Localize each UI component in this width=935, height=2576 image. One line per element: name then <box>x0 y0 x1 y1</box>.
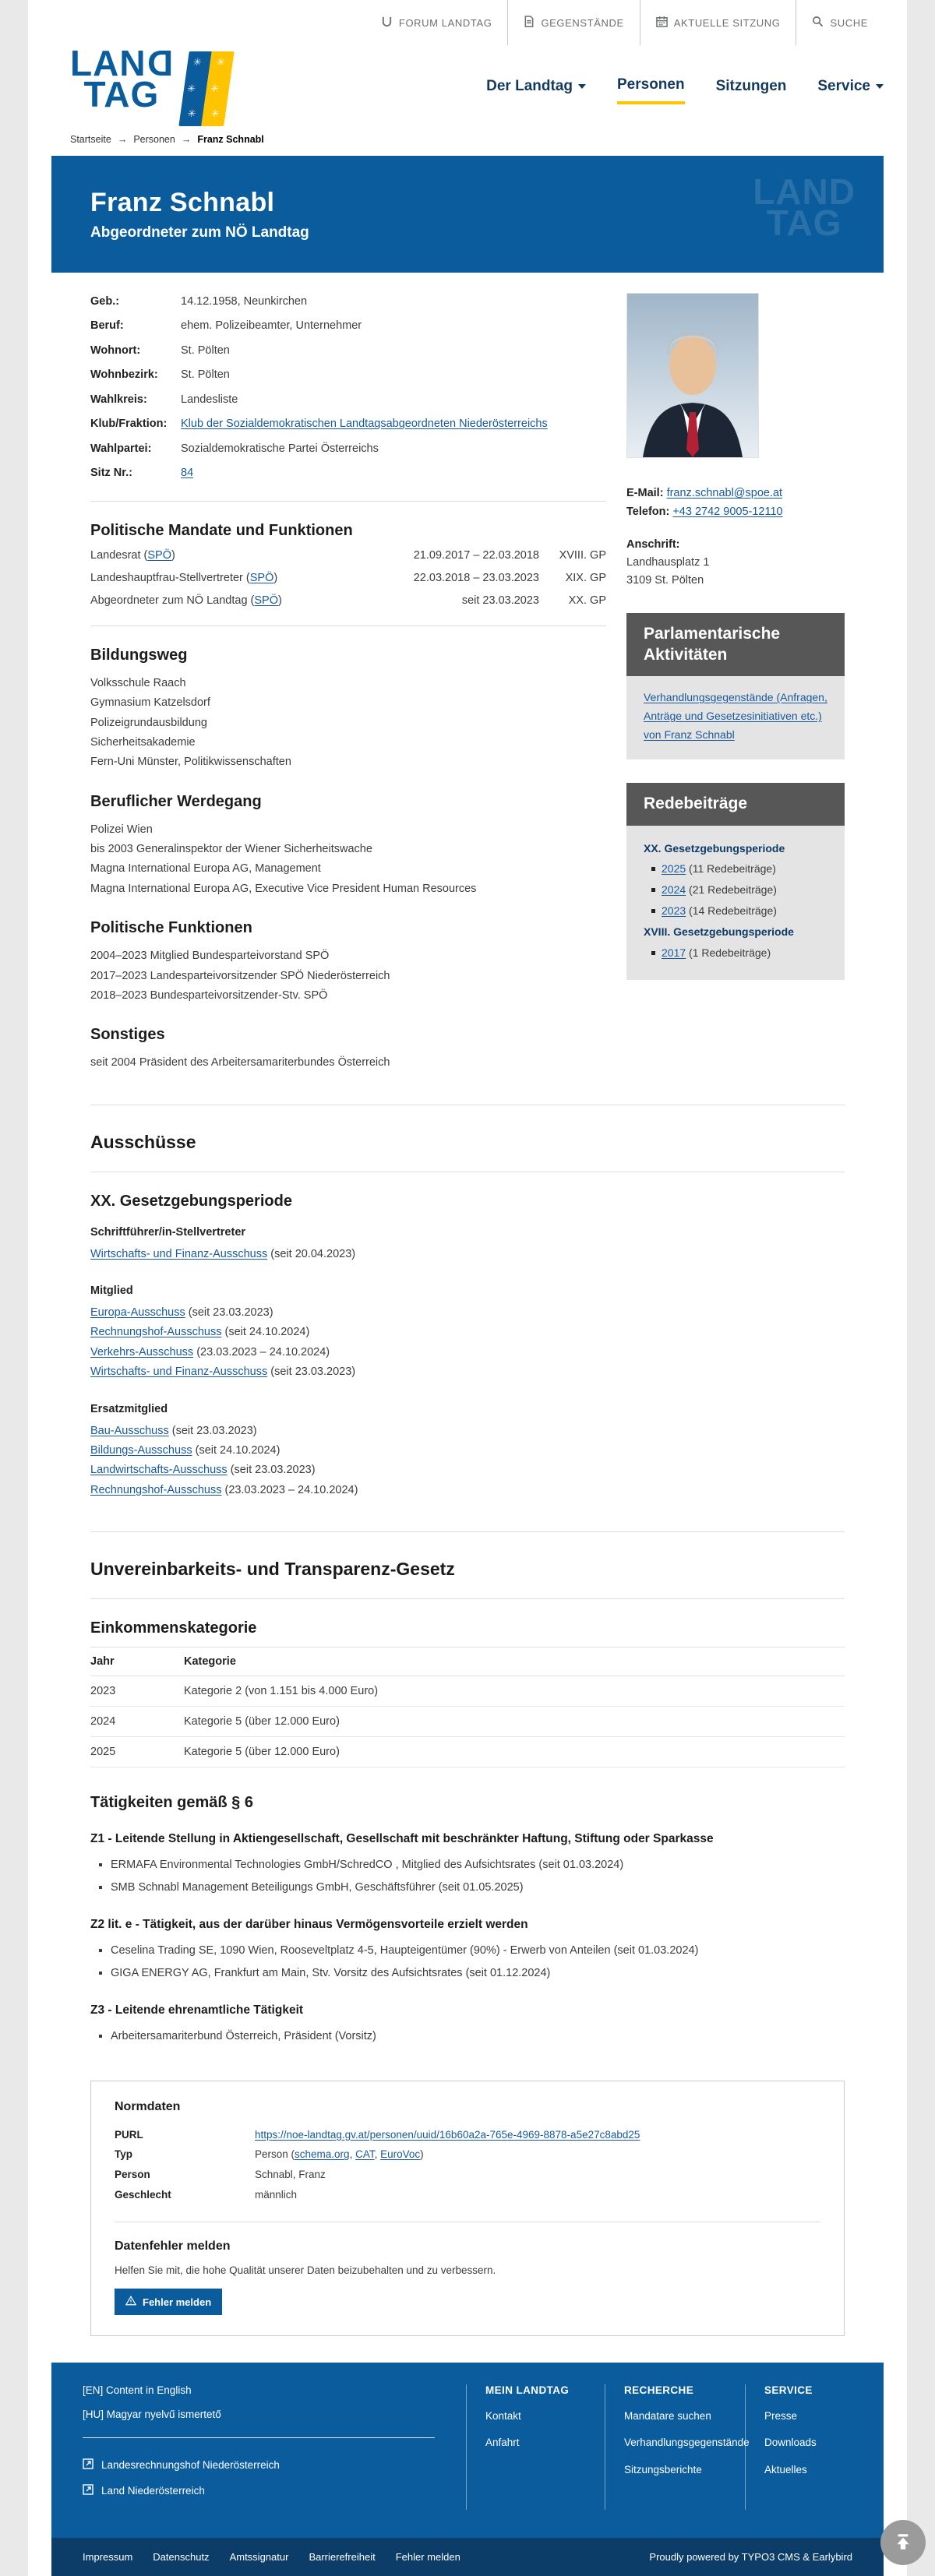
committee-role: Mitglied <box>90 1284 133 1297</box>
utility-link-label: AKTUELLE SITZUNG <box>673 16 781 29</box>
list-item: ▪ GIGA ENERGY AG, Frankfurt am Main, Stv. Vorsitz des Aufsichtsrates (seit 01.12.2024) <box>111 1964 845 1983</box>
eurovoc-link[interactable]: EuroVoc <box>380 2148 421 2161</box>
utility-link-label: GEGENSTÄNDE <box>541 16 624 29</box>
footer-bottom-bar <box>51 2538 884 2576</box>
sidebar <box>626 293 845 1073</box>
income-col-kategorie: Kategorie <box>184 1647 845 1676</box>
footer-link-barrierefreiheit[interactable]: Barrierefreiheit <box>309 2551 376 2564</box>
main-nav <box>486 76 884 104</box>
speeches-box <box>626 783 845 980</box>
box-title: Parlamentarische Aktivitäten <box>626 613 845 676</box>
external-link-icon <box>83 2458 94 2472</box>
normdaten-purl-row: PURL https://noe-landtag.gv.at/personen/uuid/16b60a2a-765e-4969-8878-a5e27c8abd25 <box>115 2128 640 2141</box>
footer-col-mein-landtag: MEIN LANDTAG Kontakt Anfahrt <box>466 2384 605 2510</box>
utility-link-label: FORUM LANDTAG <box>398 16 492 29</box>
lang-link-hu[interactable]: [HU] Magyar nyelvű ismertető <box>83 2409 221 2421</box>
speech-year-link[interactable]: 2017 <box>662 946 686 959</box>
page-title: Franz Schnabl <box>90 187 275 217</box>
footer-link-datenschutz[interactable]: Datenschutz <box>153 2551 210 2564</box>
normdaten-typ-row: Typ Person (schema.org, CAT, EuroVoc) <box>115 2148 424 2161</box>
speech-year-item: 2025 (11 Redebeiträge) <box>644 860 827 879</box>
portrait-photo <box>626 293 759 458</box>
committee-item: Bau-Ausschuss (seit 23.03.2023) <box>90 1424 257 1437</box>
committee-item: Landwirtschafts-Ausschuss (seit 23.03.2023) <box>90 1464 316 1477</box>
report-title: Datenfehler melden <box>115 2239 231 2254</box>
detail-row-wahlkreis: Wahlkreis: Landesliste <box>90 393 238 406</box>
committee-item: Bildungs-Ausschuss (seit 24.10.2024) <box>90 1443 280 1457</box>
sonstiges-list: seit 2004 Präsident des Arbeitersamariterbundes Österreich <box>90 1056 390 1070</box>
person-details <box>90 293 606 482</box>
schema-org-link[interactable]: schema.org <box>295 2148 350 2161</box>
utility-link-forum[interactable] <box>365 0 508 45</box>
footer-link-anfahrt[interactable]: Anfahrt <box>485 2437 520 2449</box>
footer-col-recherche: RECHERCHE Mandatare suchen Verhandlungsgegenstände Sitzungsberichte <box>605 2384 745 2510</box>
breadcrumb <box>51 126 884 156</box>
arrow-up-icon <box>893 2532 913 2554</box>
legal-links <box>83 2551 460 2563</box>
breadcrumb-arrow: → <box>117 134 128 145</box>
bullet-icon <box>651 909 655 913</box>
external-link-rechnungshof[interactable]: Landesrechnungshof Niederösterreich <box>83 2458 435 2472</box>
verhandlungsgegenstaende-link[interactable]: Verhandlungsgegenstände (Anfragen, Anträge und Gesetzesinitiativen etc.) von Franz Schnabl <box>644 690 827 741</box>
nav-sitzungen[interactable]: Sitzungen <box>715 78 787 94</box>
committee-link[interactable]: Rechnungshof-Ausschuss <box>90 1483 222 1496</box>
scroll-to-top-button[interactable] <box>880 2520 926 2565</box>
phone-row: Telefon: +43 2742 9005-12110 <box>626 505 783 518</box>
speech-year-link[interactable]: 2023 <box>662 904 686 917</box>
committee-link[interactable]: Rechnungshof-Ausschuss <box>90 1326 222 1339</box>
footer-link-mandatare[interactable]: Mandatare suchen <box>624 2410 711 2423</box>
footer-link-presse[interactable]: Presse <box>764 2410 798 2423</box>
income-title: Einkommenskategorie <box>90 1619 257 1637</box>
committee-item: Verkehrs-Ausschuss (23.03.2023 – 24.10.2024) <box>90 1345 330 1358</box>
hero-banner <box>51 156 884 273</box>
bildungsweg-title: Bildungsweg <box>90 646 188 664</box>
purl-link[interactable]: https://noe-landtag.gv.at/personen/uuid/16b60a2a-765e-4969-8878-a5e27c8abd25 <box>255 2128 640 2141</box>
committee-item: Wirtschafts- und Finanz-Ausschuss (seit 20.04.2023) <box>90 1247 356 1260</box>
breadcrumb-home[interactable]: Startseite <box>70 134 111 145</box>
breadcrumb-personen[interactable]: Personen <box>133 134 175 145</box>
contact-block <box>626 485 845 590</box>
transparency-title: Unvereinbarkeits- und Transparenz-Gesetz <box>90 1559 455 1579</box>
box-title: Redebeiträge <box>626 783 845 825</box>
normdaten-box <box>90 2081 845 2337</box>
z3-list <box>111 2027 845 2046</box>
phone-link[interactable]: +43 2742 9005-12110 <box>672 505 783 518</box>
detail-row-sitz: Sitz Nr.: 84 <box>90 467 194 480</box>
committee-link[interactable]: Bildungs-Ausschuss <box>90 1443 192 1457</box>
committee-role: Ersatzmitglied <box>90 1402 168 1415</box>
bullet-icon <box>651 888 655 892</box>
footer-col-service: SERVICE Presse Downloads Aktuelles <box>745 2384 884 2510</box>
klub-link[interactable]: Klub der Sozialdemokratischen Landtagsabgeordneten Niederösterreichs <box>181 418 548 431</box>
utility-link-suche[interactable] <box>796 0 884 45</box>
divider <box>90 1598 845 1599</box>
table-row: 2025 Kategorie 5 (über 12.000 Euro) <box>90 1737 845 1767</box>
detail-row-geb: Geb.: 14.12.1958, Neunkirchen <box>90 295 308 308</box>
divider <box>90 1531 845 1532</box>
detail-row-wohnort: Wohnort: St. Pölten <box>90 344 230 357</box>
footer-divider <box>83 2437 435 2438</box>
chevron-down-icon <box>876 84 884 89</box>
sonstiges-title: Sonstiges <box>90 1026 165 1044</box>
footer-link-verhandlungsgegenstaende[interactable]: Verhandlungsgegenstände <box>624 2437 750 2449</box>
mandate-row: Landeshauptfrau-Stellvertreter (SPÖ) 22.03.2018 – 23.03.2023 XIX. GP <box>90 571 606 584</box>
table-row: 2023 Kategorie 2 (von 1.151 bis 4.000 Euro) <box>90 1676 845 1707</box>
site-header <box>28 0 907 156</box>
mandates-title: Politische Mandate und Funktionen <box>90 521 353 539</box>
z1-heading: Z1 - Leitende Stellung in Aktiengesellschaft, Gesellschaft mit beschränkter Haftung, Stiftung oder Sparkasse <box>90 1832 714 1845</box>
normdaten-person-row: Person Schnabl, Franz <box>115 2168 326 2180</box>
mandates-list <box>90 549 606 607</box>
breadcrumb-current: Franz Schnabl <box>197 134 264 145</box>
party-link[interactable]: SPÖ <box>254 594 279 607</box>
nav-personen[interactable]: Personen <box>617 76 685 104</box>
footer-link-amtssignatur[interactable]: Amtssignatur <box>229 2551 289 2564</box>
bullet-icon <box>651 867 655 871</box>
committee-item: Rechnungshof-Ausschuss (seit 24.10.2024) <box>90 1326 310 1339</box>
committee-role: Schriftführer/in-Stellvertreter <box>90 1225 246 1239</box>
utility-link-sitzung[interactable] <box>640 0 796 45</box>
document-icon <box>524 16 535 30</box>
cat-link[interactable]: CAT <box>355 2148 375 2161</box>
utility-link-gegenstaende[interactable] <box>507 0 639 45</box>
committee-period-title: XX. Gesetzgebungsperiode <box>90 1192 292 1210</box>
utility-link-label: SUCHE <box>830 16 868 29</box>
divider <box>90 625 606 626</box>
hero-watermark-logo: LAND TAG <box>753 171 856 244</box>
external-link-icon <box>83 2484 94 2497</box>
chevron-down-icon <box>578 84 586 89</box>
calendar-icon <box>656 16 668 30</box>
sitz-link[interactable]: 84 <box>181 467 194 480</box>
footer-link-aktuelles[interactable]: Aktuelles <box>764 2463 807 2476</box>
nav-service[interactable]: Service <box>817 76 884 104</box>
email-row: E-Mail: franz.schnabl@spoe.at <box>626 487 783 499</box>
logo-wordmark: LAND TAG <box>70 43 173 115</box>
committee-item: Europa-Ausschuss (seit 23.03.2023) <box>90 1306 273 1319</box>
income-table <box>90 1647 845 1767</box>
forum-icon <box>381 16 393 30</box>
committees-title: Ausschüsse <box>90 1131 196 1152</box>
email-link[interactable]: franz.schnabl@spoe.at <box>666 487 783 499</box>
list-item: ▪ Arbeitersamariterbund Österreich, Präsident (Vorsitz) <box>111 2027 845 2046</box>
utility-nav <box>51 0 884 45</box>
list-item: ▪ ERMAFA Environmental Technologies GmbH/SchredCO , Mitglied des Aufsichtsrates (seit 01.03.2024) <box>111 1855 845 1875</box>
committee-item: Wirtschafts- und Finanz-Ausschuss (seit 23.03.2023) <box>90 1366 356 1379</box>
search-icon <box>812 16 824 30</box>
warning-icon <box>125 2296 136 2308</box>
nav-der-landtag[interactable]: Der Landtag <box>486 76 586 104</box>
site-footer <box>51 2363 884 2576</box>
address-block: Anschrift: Landhausplatz 1 3109 St. Pölten <box>626 537 710 587</box>
footer-link-kontakt[interactable]: Kontakt <box>485 2410 521 2423</box>
main-content <box>28 273 907 2336</box>
footer-link-sitzungsberichte[interactable]: Sitzungsberichte <box>624 2463 702 2476</box>
mandate-row: Landesrat (SPÖ) 21.09.2017 – 22.03.2018 XVIII. GP <box>90 548 606 562</box>
speech-group-title: XVIII. Gesetzgebungsperiode <box>644 925 794 938</box>
footer-col-languages <box>51 2384 466 2510</box>
activities-title: Tätigkeiten gemäß § 6 <box>90 1794 253 1811</box>
page <box>28 0 907 2576</box>
list-item: ▪ SMB Schnabl Management Beteiligungs GmbH, Geschäftsführer (seit 01.05.2025) <box>111 1878 845 1898</box>
speech-year-item: 2024 (21 Redebeiträge) <box>644 881 827 900</box>
party-link[interactable]: SPÖ <box>147 548 171 562</box>
speech-year-item: 2017 (1 Redebeiträge) <box>644 944 827 963</box>
detail-row-klub: Klub/Fraktion: Klub der Sozialdemokratischen Landtagsabgeordneten Niederösterreichs <box>90 415 606 432</box>
committee-link[interactable]: Europa-Ausschuss <box>90 1306 185 1319</box>
committee-link[interactable]: Landwirtschafts-Ausschuss <box>90 1464 228 1477</box>
lang-link-en[interactable]: [EN] Content in English <box>83 2384 192 2397</box>
parliamentary-activities-box <box>626 613 845 759</box>
funktionen-title: Politische Funktionen <box>90 919 252 937</box>
detail-row-beruf: Beruf: ehem. Polizeibeamter, Unternehmer <box>90 319 362 333</box>
committee-link[interactable]: Verkehrs-Ausschuss <box>90 1345 194 1358</box>
speech-group-title: XX. Gesetzgebungsperiode <box>644 841 785 855</box>
mandate-row: Abgeordneter zum NÖ Landtag (SPÖ) seit 23.03.2023 XX. GP <box>90 594 606 607</box>
normdaten-title: Normdaten <box>115 2099 181 2113</box>
z1-list <box>111 1855 845 1897</box>
table-row: 2024 Kategorie 5 (über 12.000 Euro) <box>90 1707 845 1737</box>
footer-link-impressum[interactable]: Impressum <box>83 2551 133 2564</box>
bullet-icon <box>651 951 655 955</box>
werdegang-list: Polizei Wien bis 2003 Generalinspektor der Wiener Sicherheitswache Magna International Europa AG, Management Magna International Europa AG, Executive Vice President Human Resources <box>90 823 477 895</box>
powered-by-text: Proudly powered by TYPO3 CMS & Earlybird <box>649 2551 852 2564</box>
speech-year-link[interactable]: 2025 <box>662 862 686 876</box>
footer-link-downloads[interactable]: Downloads <box>764 2437 817 2449</box>
landtag-logo[interactable] <box>70 43 229 126</box>
werdegang-title: Beruflicher Werdegang <box>90 792 262 810</box>
page-subtitle: Abgeordneter zum NÖ Landtag <box>90 224 309 241</box>
z2-list <box>111 1941 845 1982</box>
committee-item: Rechnungshof-Ausschuss (23.03.2023 – 24.10.2024) <box>90 1483 358 1496</box>
bildungsweg-list: Volksschule Raach Gymnasium Katzelsdorf Polizeigrundausbildung Sicherheitsakademie Fern-Uni Münster, Politikwissenschaften <box>90 676 291 769</box>
footer-link-fehler-melden[interactable]: Fehler melden <box>395 2551 460 2564</box>
detail-row-wahlpartei: Wahlpartei: Sozialdemokratische Partei Österreichs <box>90 442 379 455</box>
person-info-column <box>90 293 606 1073</box>
footer-main <box>51 2363 884 2538</box>
z3-heading: Z3 - Leitende ehrenamtliche Tätigkeit <box>90 2003 304 2017</box>
normdaten-gender-row: Geschlecht männlich <box>115 2188 298 2201</box>
logo-flag-icon: ✳ ✳ ✳ ✳ ✳ ✳ <box>178 51 234 126</box>
speech-year-item: 2023 (14 Redebeiträge) <box>644 902 827 921</box>
breadcrumb-arrow: → <box>181 134 192 145</box>
list-item: ▪ Ceselina Trading SE, 1090 Wien, Rooseveltplatz 4-5, Haupteigentümer (90%) - Erwerb von Anteilen (seit 01.03.2024) <box>111 1941 845 1961</box>
committee-link[interactable]: Wirtschafts- und Finanz-Ausschuss <box>90 1366 268 1379</box>
committee-link[interactable]: Bau-Ausschuss <box>90 1424 169 1437</box>
report-text: Helfen Sie mit, die hohe Qualität unserer Daten beizubehalten und zu verbessern. <box>115 2264 496 2277</box>
income-col-jahr: Jahr <box>90 1647 184 1676</box>
external-link-land-noe[interactable]: Land Niederösterreich <box>83 2484 435 2497</box>
funktionen-list: 2004–2023 Mitglied Bundesparteivorstand SPÖ 2017–2023 Landesparteivorsitzender SPÖ Niederösterreich 2018–2023 Bundesparteivorsitzender-Stv. SPÖ <box>90 950 390 1002</box>
party-link[interactable]: SPÖ <box>249 571 274 584</box>
committee-link[interactable]: Wirtschafts- und Finanz-Ausschuss <box>90 1247 268 1260</box>
divider <box>90 501 606 502</box>
speech-year-link[interactable]: 2024 <box>662 883 686 897</box>
report-error-button[interactable]: Fehler melden <box>115 2289 222 2315</box>
detail-row-wohnbezirk: Wohnbezirk: St. Pölten <box>90 368 230 382</box>
z2-heading: Z2 lit. e - Tätigkeit, aus der darüber hinaus Vermögensvorteile erzielt werden <box>90 1917 528 1931</box>
